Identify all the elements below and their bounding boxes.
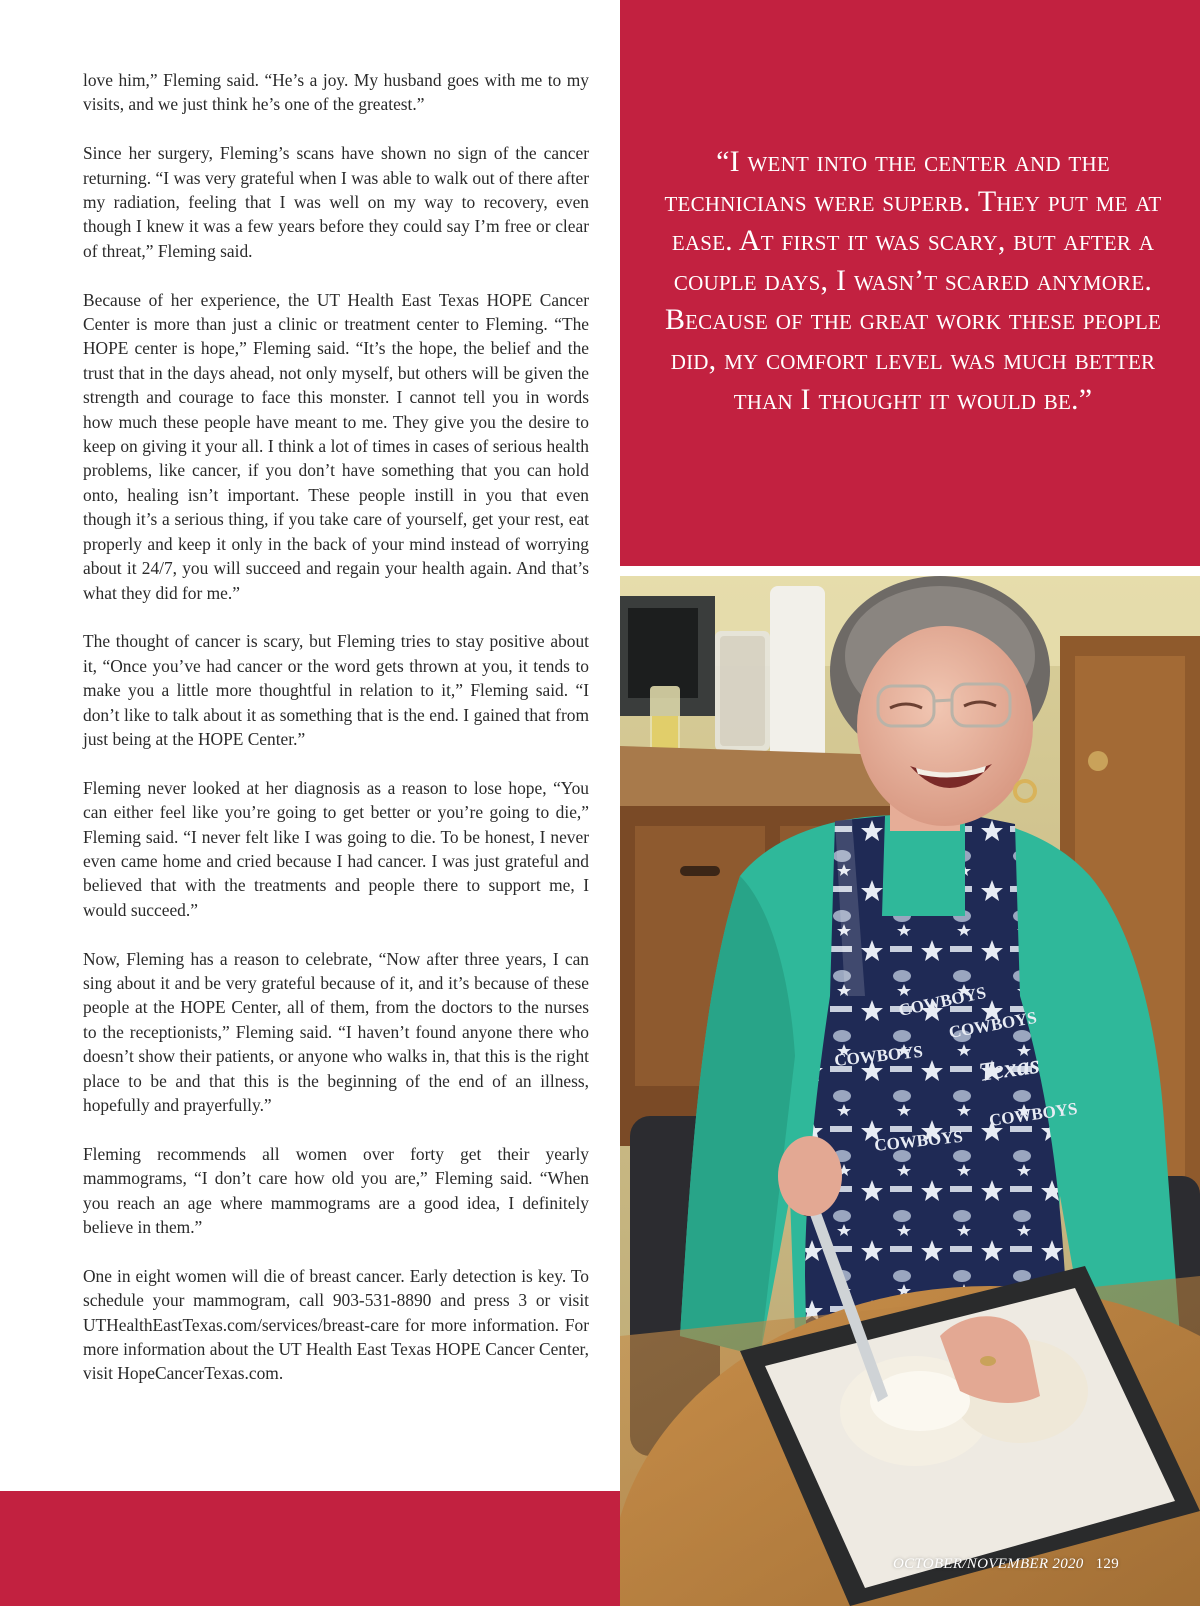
apron-print-4: COWBOYS [833, 1041, 924, 1070]
article-paragraph-5: Fleming never looked at her diagnosis as a reason to lose hope, “You can either feel like you’re going to get better or you’re going to die,” Fleming said. “I never felt like I was going to die. To be honest, I never even came home and cried because I had cancer. I was just grateful and believed that with the treatments and people there to support me, I would succeed.” [83, 777, 589, 920]
photo-illustration [620, 576, 1200, 1606]
page-number: 129 [1095, 1556, 1119, 1572]
article-body [83, 68, 589, 1386]
apron-print-5: COWBOYS [987, 1098, 1079, 1130]
article-paragraph-1: love him,” Fleming said. “He’s a joy. My husband goes with me to my visits, and we just think he’s one of the greatest.” [83, 70, 589, 115]
article-paragraph-4: The thought of cancer is scary, but Fleming tries to stay positive about it, “Once you’ve had cancer or the word gets thrown at you, it tends to make you a little more thoughtful in relation to it,” Fleming said. “I don’t like to talk about it as something that is the end. I gained that from just being at the HOPE Center.” [83, 631, 589, 749]
article-paragraph-8: One in eight women will die of breast cancer. Early detection is key. To schedule your mammogram, call 903-531-8890 and press 3 or visit UTHealthEastTexas.com/services/breast-care for more information. For more information about the UT Health East Texas HOPE Cancer Center, visit HopeCancerTexas.com. [83, 1265, 589, 1384]
pull-quote-panel [620, 0, 1200, 566]
issue-date: OCTOBER/NOVEMBER 2020 [893, 1556, 1084, 1572]
footer-band [0, 1491, 620, 1606]
page-folio [893, 1556, 1119, 1573]
apron-print-6: COWBOYS [873, 1126, 964, 1155]
apron-print-1: COWBOYS [896, 982, 988, 1020]
photo-woman-cutting-dough [620, 576, 1200, 1606]
article-paragraph-3: Because of her experience, the UT Health East Texas HOPE Cancer Center is more than just a clinic or treatment center to Fleming. “The HOPE center is hope,” Fleming said. “It’s the hope, the belief and the trust that in the days ahead, not only myself, but others will be given the strength and courage to face this monster. I cannot tell you in words how much these people have meant to me. They give you the desire to keep on giving it your all. I think a lot of times in cases of serious health problems, like cancer, if you don’t have something that you can hold onto, healing isn’t important. These people instill in you that even though it’s a serious thing, if you take care of yourself, get your rest, eat properly and keep it only in the back of your mind instead of worrying about it 24/7, you will succeed and regain your health again. And that’s what they did for me.” [83, 289, 589, 603]
apron-print-3: Texas [976, 1049, 1042, 1087]
article-paragraph-2: Since her surgery, Fleming’s scans have shown no sign of the cancer returning. “I was very grateful when I was able to walk out of there after my radiation, feeling that I was well on my way to recovery, even though I knew it was a few years before they could say I’m free or clear of threat,” Fleming said. [83, 143, 589, 261]
pull-quote: “I went into the center and the technicians were superb. They put me at ease. At first it was scary, but after a couple days, I wasn’t scared anymore. Because of the great work these people did, my comfort level was much better than I thought it would be.” [664, 145, 1162, 416]
apron-print-2: COWBOYS [947, 1007, 1039, 1042]
article-paragraph-7: Fleming recommends all women over forty get their yearly mammograms, “I don’t care how old you are,” Fleming said. “When you reach an age where mammograms are a good idea, I definitely believe in them.” [83, 1143, 589, 1237]
article-paragraph-6: Now, Fleming has a reason to celebrate, “Now after three years, I can sing about it and be very grateful because of it, and it’s because of these people at the HOPE Center, all of them, from the doctors to the nurses to the receptionists,” Fleming said. “I haven’t found anyone there who doesn’t show their patients, or anyone who walks in, that this is the right place to be and that this is the beginning of the end of an illness, hopefully and prayerfully.” [83, 948, 589, 1115]
